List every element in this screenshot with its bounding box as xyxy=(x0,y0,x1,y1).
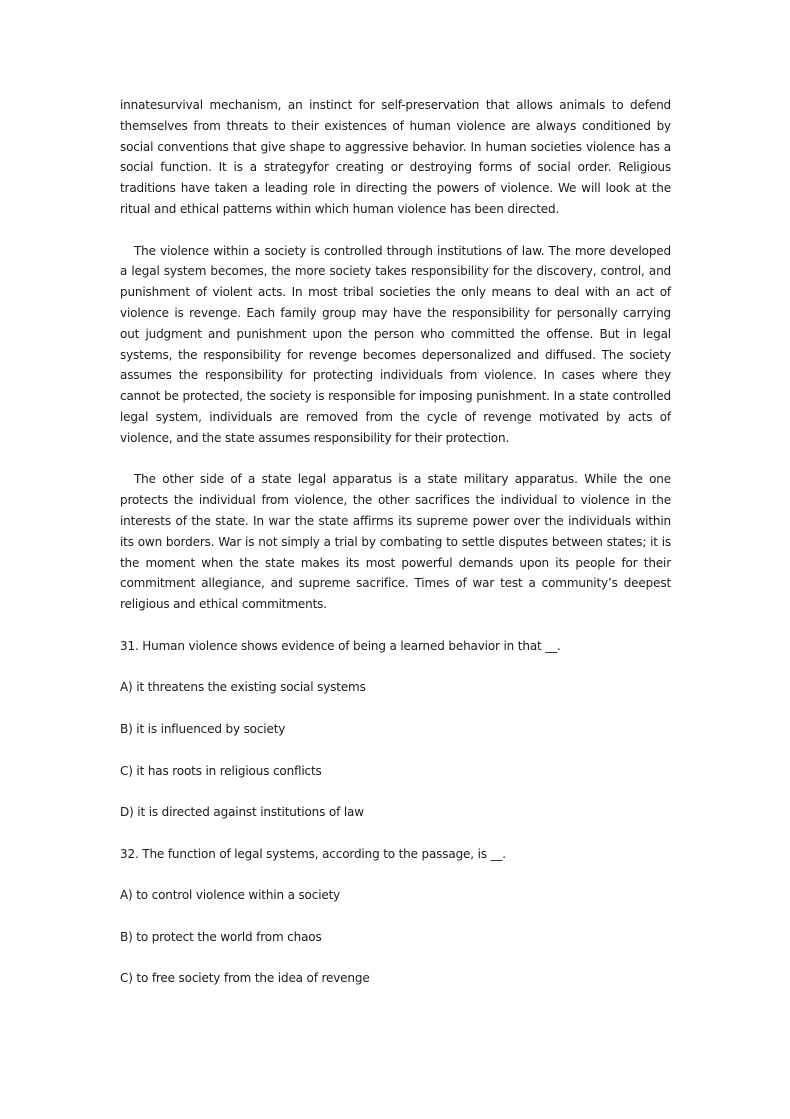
question-31-option-a: A) it threatens the existing social systems xyxy=(120,680,366,695)
question-32-stem: 32. The function of legal systems, according to the passage, is __. xyxy=(120,846,506,861)
question-32-option-a: A) to control violence within a society xyxy=(120,888,341,903)
question-31-option-b: B) it is influenced by society xyxy=(120,721,286,736)
question-31-stem: 31. Human violence shows evidence of being a learned behavior in that __. xyxy=(120,638,561,653)
passage-paragraph-1: innatesurvival mechanism, an instinct for self-preservation that allows animals to defend themselves from threats to their existences of human violence are always conditioned by social conventions that give shape to aggressive behavior. In human societies violence has a social function. It is a strategyfor creating or destroying forms of social order. Religious traditions have taken a leading role in directing the powers of violence. We will look at the ritual and ethical patterns within which human violence has been directed. xyxy=(120,98,671,216)
passage-paragraph-2: The violence within a society is controlled through institutions of law. The more developed a legal system becomes, the more society takes responsibility for the discovery, control, and punishment of violent acts. In most tribal societies the only means to deal with an act of violence is revenge. Each family group may have the responsibility for personally carrying out judgment and punishment upon the person who committed the offense. But in legal systems, the responsibility for revenge becomes depersonalized and diffused. The society assumes the responsibility for protecting individuals from violence. In cases where they cannot be protected, the society is responsible for imposing punishment. In a state controlled legal system, individuals are removed from the cycle of revenge motivated by acts of violence, and the state assumes responsibility for their protection. xyxy=(120,243,671,445)
question-31-option-c: C) it has roots in religious conflicts xyxy=(120,763,322,778)
question-32-option-c: C) to free society from the idea of revenge xyxy=(120,971,370,986)
passage-paragraph-3: The other side of a state legal apparatus is a state military apparatus. While the one protects the individual from violence, the other sacrifices the individual to violence in the interests of the state. In war the state affirms its supreme power over the individuals within its own borders. War is not simply a trial by combating to settle disputes between states; it is the moment when the state makes its most powerful demands upon its people for their commitment allegiance, and supreme sacrifice. Times of war test a community’s deepest religious and ethical commitments. xyxy=(120,472,671,612)
document-page xyxy=(120,95,671,1010)
question-31-option-d: D) it is directed against institutions of law xyxy=(120,805,364,820)
question-32-option-b: B) to protect the world from chaos xyxy=(120,929,322,944)
